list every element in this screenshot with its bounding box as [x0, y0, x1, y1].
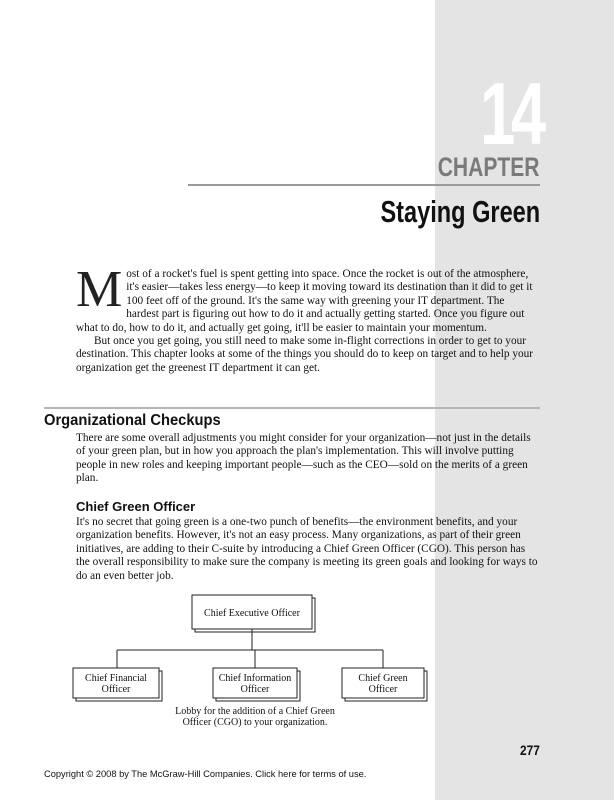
cfo-label-line2: Officer: [101, 684, 131, 695]
section-heading: Organizational Checkups: [44, 412, 221, 429]
chapter-title: Staying Green: [380, 194, 540, 229]
chapter-label: CHAPTER: [438, 152, 540, 182]
ceo-label: Chief Executive Officer: [204, 608, 300, 619]
intro-paragraph-2: But once you get going, you still need to make some in-flight corrections in order to get to your destination. This chapter looks at some of the things you should do to keep on target and to help your organization get the greenest IT department it can get.: [76, 335, 534, 374]
chapter-number: 14: [480, 64, 542, 163]
page-number: 277: [520, 742, 540, 758]
cgo-label-line2: Officer: [368, 684, 398, 695]
subsection-paragraph: It's no secret that going green is a one-two punch of benefits—the environment benefits, and your organization benefits. However, it's not an easy process. Many organizations, as part of their green initiatives, are adding to their C-suite by introducing a Chief Green Officer (CGO). This person has the overall responsibility to make sure the company is meeting its green goals and looking for ways to do an even better job.: [76, 516, 538, 582]
figure-caption-line2: Officer (CGO) to your organization.: [182, 717, 328, 728]
cgo-label-line1: Chief Green: [358, 673, 408, 684]
intro-paragraph-1-text: ost of a rocket's fuel is spent getting into space. Once the rocket is out of the atmosphere, it's easier—takes less energy—to keep it moving toward its destination than it did to get it 100 feet off of the ground. It's the same way with greening your IT department. The hardest part is figuring out how to do it and actually getting started. Once you figure out what to do, how to do it, and actually get going, it'll be easier to maintain your momentum.: [76, 268, 533, 334]
cfo-label-line1: Chief Financial: [85, 673, 147, 684]
subsection-heading: Chief Green Officer: [76, 499, 196, 514]
intro-text: [76, 261, 538, 375]
cio-label-line1: Chief Information: [218, 673, 292, 684]
cio-label-line2: Officer: [240, 684, 270, 695]
section-rule: [44, 407, 540, 409]
drop-cap: M: [76, 261, 123, 318]
chapter-rule: [188, 184, 540, 186]
figure-caption-line1: Lobby for the addition of a Chief Green: [175, 706, 335, 717]
intro-paragraph-1: [76, 261, 538, 335]
section-paragraph: There are some overall adjustments you might consider for your organization—not just in the details of your green plan, but in how you approach the plan's implementation. This will involve putting people in new roles and keeping important people—such as the CEO—sold on the merits of a green plan.: [76, 432, 531, 485]
org-chart: [60, 590, 460, 735]
copyright-link[interactable]: Copyright © 2008 by The McGraw-Hill Companies. Click here for terms of use.: [44, 769, 367, 779]
